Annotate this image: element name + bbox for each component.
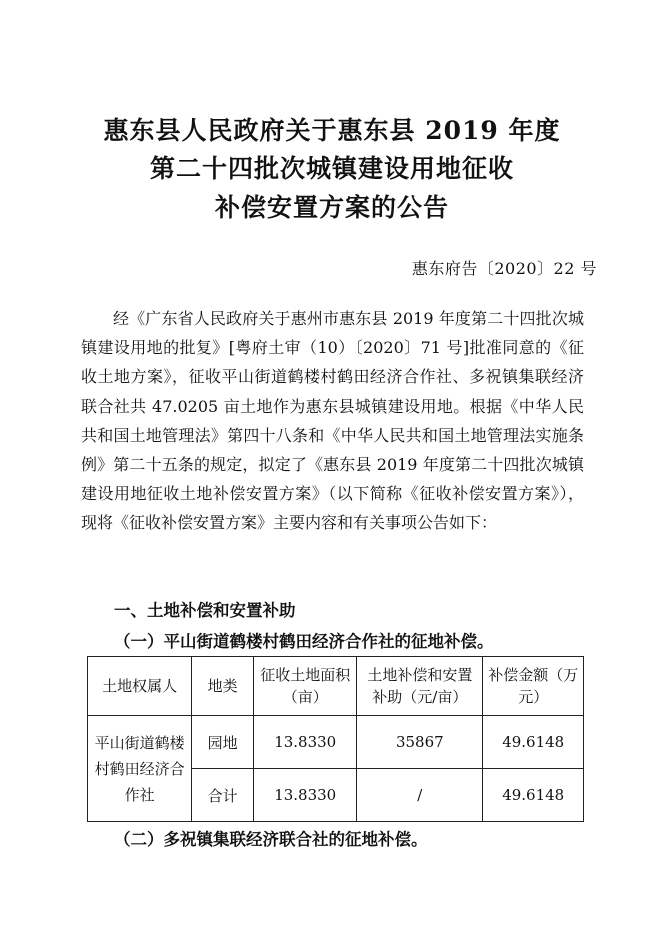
header-rate: 土地补偿和安置补助（元/亩） xyxy=(357,657,483,716)
cell-rate: 35867 xyxy=(357,716,483,769)
title-line-3: 补偿安置方案的公告 xyxy=(214,193,449,222)
cell-land-type: 园地 xyxy=(192,716,254,769)
cell-land-type: 合计 xyxy=(192,769,254,822)
header-amount: 补偿金额（万元） xyxy=(483,657,584,716)
table-header-row xyxy=(88,657,584,716)
title-line-1: 惠东县人民政府关于惠东县 2019 年度 xyxy=(103,116,561,145)
subsection-heading-2: （二）多祝镇集联经济联合社的征地补偿。 xyxy=(114,830,428,849)
section-heading-1: 一、土地补偿和安置补助 xyxy=(114,601,296,620)
cell-amount: 49.6148 xyxy=(483,716,584,769)
cell-rate: / xyxy=(357,769,483,822)
compensation-table xyxy=(87,656,584,822)
header-owner: 土地权属人 xyxy=(88,657,192,716)
table-row xyxy=(88,716,584,769)
cell-area: 13.8330 xyxy=(254,769,357,822)
document-number: 惠东府告〔2020〕22 号 xyxy=(411,259,597,278)
title-line-2: 第二十四批次城镇建设用地征收 xyxy=(149,154,514,183)
cell-owner: 平山街道鹤楼村鹤田经济合作社 xyxy=(88,716,192,822)
header-area: 征收土地面积（亩） xyxy=(254,657,357,716)
subsection-heading-1: （一）平山街道鹤楼村鹤田经济合作社的征地补偿。 xyxy=(114,632,494,651)
cell-area: 13.8330 xyxy=(254,716,357,769)
header-land-type: 地类 xyxy=(192,657,254,716)
cell-amount: 49.6148 xyxy=(483,769,584,822)
body-paragraph: 经《广东省人民政府关于惠州市惠东县 2019 年度第二十四批次城镇建设用地的批复》[粤府土审（10）〔2020〕71 号]批准同意的《征收土地方案》，征收平山街道鹤楼村鹤田经济合作社、多祝镇集联经济联合社共 47.0205 亩土地作为惠东县城镇建设用地。根据《中华人民共和国土地管理法》第四十八条和《中华人民共和国土地管理法实施条例》第二十五条的规定，拟定了《惠东县 2019 年度第二十四批次城镇建设用地征收土地补偿安置方案》（以下简称《征收补偿安置方案》），现将《征收补偿安置方案》主要内容和有关事项公告如下： xyxy=(81,309,584,533)
